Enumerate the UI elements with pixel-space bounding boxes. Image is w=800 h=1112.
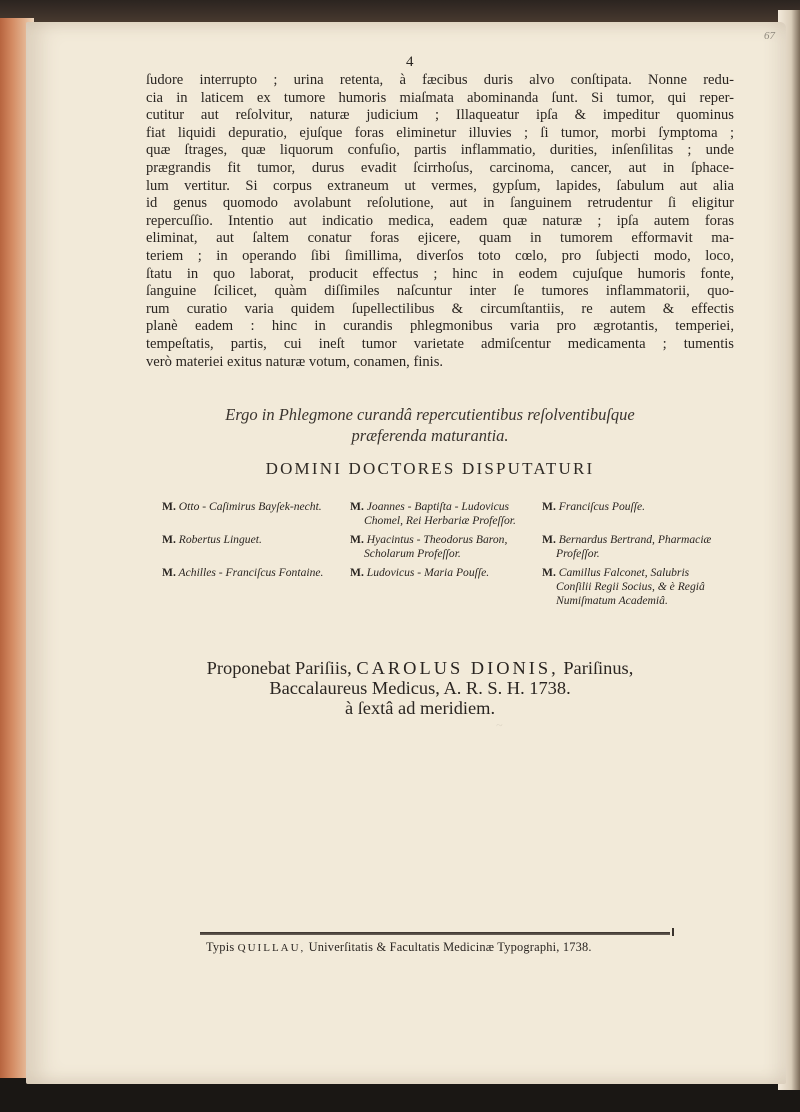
body-line: quæ ſtrages, quæ liquorum confuſio, partis inflammatio, durities, inſenſilitas ; unde: [146, 142, 734, 159]
doctor-name: Bernardus Bertrand, Pharmaciæ Profeſſor.: [556, 533, 712, 560]
doctor-name: Robertus Linguet.: [178, 533, 262, 546]
doctors-heading: DOMINI DOCTORES DISPUTATURI: [265, 459, 595, 478]
rule-end-mark: [672, 928, 674, 936]
proposer-name: CAROLUS DIONIS,: [356, 658, 559, 678]
body-line: rum curatio varia quidem ſupellectilibus & circumſtantiis, re autem & effectis: [146, 300, 734, 317]
body-line: cia in laticem ex tumore humoris miaſmata abominanda ſunt. Si tumor, qui reper-: [146, 89, 734, 106]
printer-imprint: [206, 940, 676, 955]
imprint-printer: QUILLAU,: [237, 942, 306, 954]
book-top-edge: [0, 0, 800, 24]
body-line: repercuſſio. Intentio aut indicatio medica, eadem quæ naturæ ; ipſa autem foras: [146, 212, 734, 229]
doctor-entry: [162, 566, 344, 608]
doctor-name: Achilles - Franciſcus Fontaine.: [178, 566, 324, 579]
doctors-roster: [162, 500, 722, 608]
body-line: ſanguine ſcilicet, quàm diſſimiles naſcuntur inter ſe tumores inflammatorii, quo-: [146, 283, 734, 300]
doctor-title: M.: [542, 500, 556, 513]
printer-rule: [200, 932, 670, 935]
show-through-marks: ~: [496, 718, 503, 732]
corner-mark: 67: [764, 30, 775, 42]
body-line: eliminat, aut ſaltem conatur foras ejicere, quam in tumorem efformavit ma-: [146, 230, 734, 247]
doctor-name: Otto - Caſimirus Bayſek-necht.: [178, 500, 322, 513]
doctor-title: M.: [162, 500, 176, 513]
proposer-line-2: Baccalaureus Medicus, A. R. S. H. 1738.: [269, 678, 571, 698]
body-line: fiat liquidi depuratio, ejuſque foras eliminetur illuvies ; ſi tumor, morbi ſymptoma ;: [146, 124, 734, 141]
doctor-name: Ludovicus - Maria Pouſſe.: [366, 566, 490, 579]
body-line: ſudore interrupto ; urina retenta, à fæcibus duris alvo conſtipata. Nonne redu-: [146, 72, 734, 88]
doctor-title: M.: [542, 566, 556, 579]
doctor-entry: [542, 566, 720, 608]
doctor-name: Hyacintus - Theodorus Baron, Scholarum Profeſſor.: [364, 533, 508, 560]
proposer-block: [100, 658, 740, 718]
doctor-title: M.: [350, 500, 364, 513]
body-line: planè eadem : hinc in curandis phlegmonibus varia pro ægrotantis, temperiei,: [146, 318, 734, 335]
doctor-entry: [350, 566, 536, 608]
doctor-entry: [162, 533, 344, 561]
imprint-rest: Univerſitatis & Facultatis Medicinæ Typographi, 1738.: [308, 940, 592, 954]
doctor-entry: [542, 500, 720, 528]
doctor-name: Franciſcus Pouſſe.: [558, 500, 646, 513]
body-line: verò materiei exitus naturæ votum, conamen, finis.: [146, 353, 444, 370]
body-line: ſtatu in quo laborat, producit effectus ; hinc in eodem cujuſque humoris fonte,: [146, 265, 734, 282]
body-line: lum vertitur. Si corpus extraneum ut vermes, gypſum, lapides, ſabulum aut alia: [146, 177, 734, 194]
doctor-name: Camillus Falconet, Salubris Conſilii Regii Socius, & è Regiâ Numiſmatum Academiâ.: [556, 566, 705, 607]
doctor-title: M.: [350, 533, 364, 546]
doctor-entry: [162, 500, 344, 528]
imprint-prefix: Typis: [206, 940, 235, 954]
proposer-prefix: Proponebat Pariſiis,: [206, 658, 352, 678]
body-line: teriem ; in operando ſibi ſimillima, diverſos toto cœlo, pro ſubjecti modo, loco,: [146, 247, 734, 264]
thesis-line-2: præferenda maturantia.: [351, 426, 509, 445]
thesis-line-1: Ergo in Phlegmone curandâ repercutientibus reſolventibuſque: [225, 405, 635, 424]
body-line: tempeſtatis, partis, cui ineſt tumor varietate admiſcentur medicamenta ; tumentis: [146, 335, 734, 352]
doctor-entry: [542, 533, 720, 561]
body-line: prægrandis fit tumor, durus evadit ſcirrhoſus, carcinoma, cancer, aut in ſphace-: [146, 159, 734, 176]
doctor-name: Joannes - Baptiſta - Ludovicus Chomel, Rei Herbariæ Profeſſor.: [364, 500, 516, 527]
doctor-title: M.: [162, 566, 176, 579]
page-number: 4: [406, 54, 414, 70]
proposer-line-3: à ſextâ ad meridiem.: [344, 698, 496, 718]
proposer-line-1: [100, 658, 740, 678]
proposer-origin: Pariſinus,: [563, 658, 634, 678]
doctor-entry: [350, 533, 536, 561]
body-line: cutitur aut reſolvitur, naturæ judicium ; Illaqueatur ipſa & impeditur quominus: [146, 107, 734, 124]
doctor-title: M.: [162, 533, 176, 546]
body-line: id genus quomodo avolabunt reſolutione, aut in ſanguinem retrudentur ſi eligitur: [146, 195, 734, 212]
body-paragraph: [146, 72, 734, 371]
doctor-entry: [350, 500, 536, 528]
doctor-title: M.: [542, 533, 556, 546]
doctor-title: M.: [350, 566, 364, 579]
thesis-statement: [130, 404, 730, 446]
